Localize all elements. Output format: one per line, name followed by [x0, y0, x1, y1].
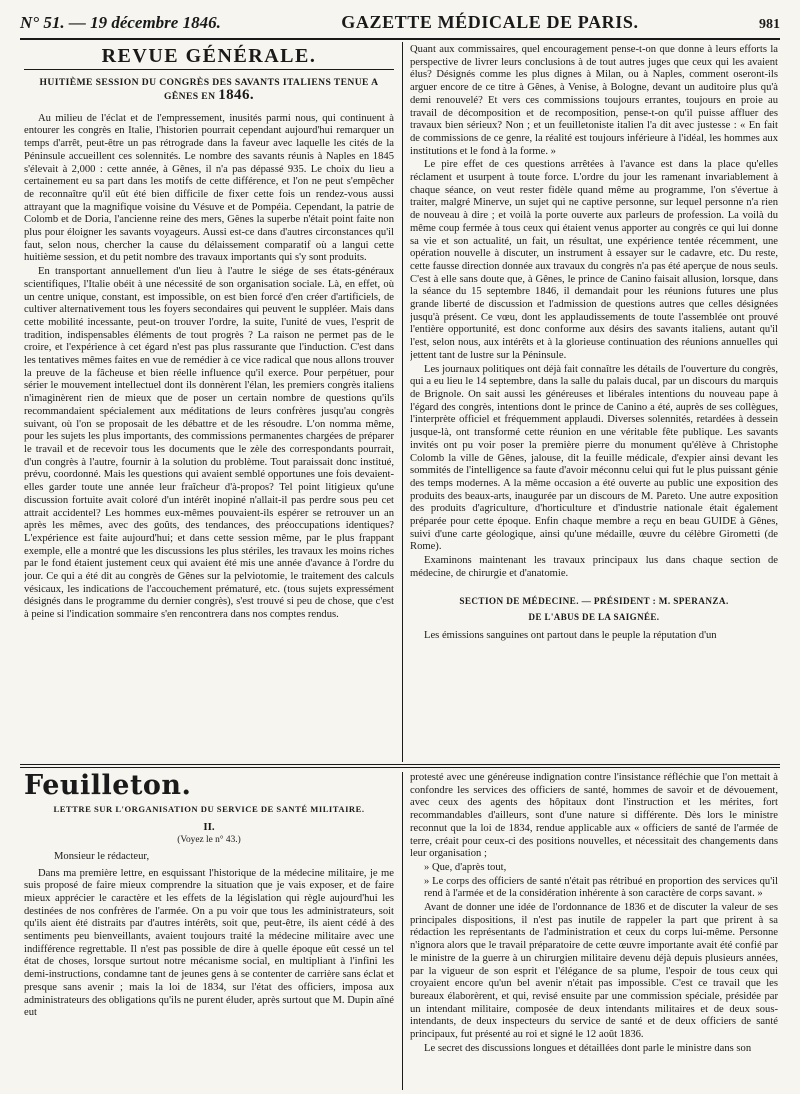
article-subtitle-text: HUITIÈME SESSION DU CONGRÈS DES SAVANTS ITALIENS TENUE A GÊNES EN: [39, 76, 379, 102]
feuilleton-title: Feuilleton.: [24, 772, 192, 801]
top-column-rule: [402, 42, 403, 762]
revue-generale-column: [24, 44, 394, 760]
feuilleton-separator: [20, 764, 780, 765]
paragraph: Le pire effet de ces questions arrêtées à l'avance est dans la place qu'elles réclament et usurpent à toute force. L'ordre du jour les ramenant invariablement à chaque séance, on veut rester fidèle quand même au programme, l'on s'évertue à traiter, malgré Minerve, un sujet qui ne captive personne, sur lequel personne n'a rien de nouveau à dire ; et voilà la porte ouverte aux parleurs de profession. La voilà du même coup fermée à tous ceux qui étaient venus apporter au congrès ce qui lui donne sa vie et son actualité, un fait, un résultat, une expérience tentée récemment, une opération nouvelle à discuter, un instrument à essayer sur le cadavre, etc. Du reste, cette fausse direction donnée aux travaux du congrès n'a pas été aperçue de nous seuls. C'est à elle sans doute que, à Gênes, le prince de Canino faisait allusion, lorsque, dans la séance du 15 septembre 1846, il demandait pour les réunions futures une plus grande liberté de discussion et l'admission de questions autres que celles désignées jusqu'à présent. Ce vœu, dont les applaudissements de toute l'assemblée ont prouvé l'entière opportunité, est donc conforme aux désirs des savants italiens, autant qu'il l'est, selon nous, aux intérêts et à la glorieuse continuation des réunions annuelles qui jettent tant de lustre sur la Péninsule.: [410, 159, 778, 361]
quote-line: » Que, d'après tout,: [424, 861, 507, 873]
salutation: Monsieur le rédacteur,: [54, 850, 150, 862]
paragraph: En transportant annuellement d'un lieu à l'autre le siége de ses états-généraux scientifiques, l'Italie obéit à une nécessité de son organisation sociale. Là, en effet, où un centre unique, constant, est impossible, on est bien forcé d'en créer d'artificiels, de cultiver alternativement tous les foyers secondaires qui peuvent le suppléer. Mais dans cette mobilité incessante, peut-on trouver l'ordre, la suite, l'unité de vues, l'esprit de tradition, indispensables éléments de tout progrès ? La raison ne permet pas de le croire, et l'expérience à cet égard n'est pas plus rassurante que l'induction. C'est dans les tentatives mêmes faites en vue de remédier à ce vice radical que nous allons trouver la preuve de la fâcheuse et bien réelle influence qu'il exerce. Pour perpétuer, pour sérier le mouvement intellectuel dont ils donnèrent l'élan, les premiers congrès italiens n'imaginèrent rien de mieux que de poser un certain nombre de questions qu'ils recommandaient spécialement aux méditations de leurs confrères jusqu'au congrès suivant, où l'on se proposait de les débattre et de les résoudre. L'on nomma même, pour les sujets les plus importants, des commissions permanentes chargées de préparer le travail et de recevoir tous les documents que le zèle des correspondants pourrait, d'un congrès à l'autre, fournir à la solution du problème. Tout paraissait donc institué, prévu, coordonné. Mais les questions qui avaient semblé opportunes une fois devaient-elles garder toute une année leur fraîcheur d'à-propos? Tel point litigieux qu'une discussion fortuite avait coloré d'un intérêt inopiné n'allait-il pas perdre sous peu cet attrait accidentel? Les hommes eux-mêmes pouvaient-ils espérer se retrouver un an après les mêmes, avec des goûts, des tendances, des préoccupations identiques? L'expérience est faite aujourd'hui; et dans cette session même, par le plus frappant exemple, elle a montré que les discussions les plus stériles, les travaux les moins riches par le fond étaient justement ceux qui avaient été mis une année d'avance à l'ordre du jour. Ce qui a été dit au congrès de Gênes sur la pelviotomie, le traitement des calculs vésicaux, les indications de l'accouchement prématuré, etc. (tous sujets expressément désignés dans le programme du dernier congrès), s'est trouvé si peu de chose, que c'est à peine si l'indication sommaire s'en rencontrera dans nos comptes rendus.: [24, 266, 394, 621]
paragraph: Au milieu de l'éclat et de l'empressement, inusités parmi nous, qui continuent à entourer les congrès en Italie, l'historien pourrait cependant aujourd'hui remarquer un temps d'arrêt, peut-être un pas rétrograde dans la faveur avec laquelle les cités de la Péninsule accueillent ces solennités. Le nombre des savants réunis à Naples en 1845 s'élevait à 2,000 : cette année, à Gênes, il n'a pas dépassé 935. Le choix du lieu a certainement eu sa part dans les motifs de cette différence, et l'on ne peut s'empêcher de reconnaître qu'il eût été bien difficile de fixer cette fois un rendez-vous aussi attrayant que la magnifique voisine du Vésuve et de Pompéia. Cependant, la patrie de Colomb et de Doria, l'ancienne reine des mers, Gênes la superbe n'était point faite non plus pour éloigner les savants voyageurs. Aussi est-ce dans d'autres circonstances qu'il faut, selon nous, chercher la cause du délaissement comparatif où a langui cette huitième session, et du petit nombre des travaux importants qui s'y sont produits.: [24, 112, 394, 264]
issue-line: N° 51. — 19 décembre 1846.: [20, 13, 221, 32]
journal-title: GAZETTE MÉDICALE DE PARIS.: [341, 12, 639, 32]
section-title: REVUE GÉNÉRALE.: [24, 50, 394, 70]
article-year: 1846.: [218, 86, 254, 103]
section-heading: SECTION DE MÉDECINE. — PRÉSIDENT : M. SPERANZA.: [459, 595, 729, 606]
paragraph: Les émissions sanguines ont partout dans le peuple la réputation d'un: [424, 629, 717, 641]
paragraph: Avant de donner une idée de l'ordonnance de 1836 et de discuter la valeur de ses principales dispositions, il n'est pas inutile de rappeler la part que prirent à sa rédaction les représentants de l'administration et ceux du corps lui-même. Personne n'ignora alors que le travail préparatoire de cette œuvre importante avait été confié par le ministre de la guerre à un chirurgien militaire devenu déjà depuis plusieurs années, par la vigueur de son esprit et l'élégance de sa plume, l'espoir de tous ceux qui croyaient encore qu'un bel avenir n'était pas impossible. C'est ce travail que les bureaux élaborèrent, et qui, revisé ensuite par une commission spéciale, présidée par un intendant militaire, composée de deux intendants militaires et de deux sous-intendants, de deux inspecteurs du service de santé et de deux officiers de santé principaux, fut présenté au roi et signé le 12 août 1836.: [410, 902, 778, 1041]
congress-column: [410, 44, 778, 760]
paragraph: Examinons maintenant les travaux principaux lus dans chaque section de médecine, de chirurgie et d'anatomie.: [410, 555, 778, 579]
paragraph: Le secret des discussions longues et détaillées dont parle le ministre dans son: [424, 1042, 752, 1054]
letter-part: II.: [203, 821, 215, 834]
article-subtitle: [24, 76, 394, 103]
section-subheading: DE L'ABUS DE LA SAIGNÉE.: [528, 612, 660, 623]
paragraph: Les journaux politiques ont déjà fait connaître les détails de l'ouverture du congrès, qui a eu lieu le 14 septembre, dans la salle du palais ducal, par un discours du marquis de Brignole. On sait aussi les généreuses et libérales intentions du nouveau pape à l'égard des congrès, intentions dont le prince de Canino a été, auprès de ses collègues, l'interprète officiel et fréquemment applaudi. Diverses solennités, retardées à dessein jusque-là, ont transformé cette réunion en une véritable fête publique. Les savants invités ont pu voir poser la première pierre du monument qu'élève à Christophe Colomb la ville de Gênes, jalouse, dit la feuille médicale, d'expier ainsi devant les sommités de l'intelligence sa faute d'avoir méconnu celui qui fut le plus puissant génie des temps modernes. A la même occasion a été ouverte au public une exposition des produits des beaux-arts, inaugurée par un discours de M. Pareto. Une autre exposition des produits d'agriculture, d'horticulture et d'industrie nationale était également préparée pour cette époque. Enfin chaque membre a reçu en beau GUIDE à Gênes, suivi d'une carte géologique, ainsi qu'une médaille, œuvre du célèbre Girometti (de Rome).: [410, 363, 778, 553]
feuilleton-separator-2: [20, 767, 780, 768]
page-number: 981: [759, 17, 780, 32]
feuilleton-right-column: [410, 772, 778, 1090]
masthead: [20, 12, 780, 40]
feuilleton-left-column: [24, 772, 394, 1090]
quote-line: » Le corps des officiers de santé n'était pas rétribué en proportion des services qu'il rend à l'armée et de la considération inhérente à son caractère de corps savant. »: [424, 875, 778, 900]
paragraph: Dans ma première lettre, en esquissant l'historique de la médecine militaire, je me suis proposé de faire mieux comprendre la situation que je vais exposer, et de faire mieux apprécier le caractère et les effets de la législation qui règle aujourd'hui les destinées de nos confrères de l'armée. On a pu voir que tous les administrateurs, soit qu'ils aient été distraits par d'autres intérêts, soit que, peut-être, ils aient cédé à des sentiments peu bienveillants, avaient toujours traité la médecine militaire avec une indifférence regrettable. Il n'est pas possible de dire à quelle époque eût cessé un tel état de choses, lorsque surtout notre mécanisme social, en multipliant à l'infini les demi-instructions, condamne tant de jeunes gens à se contenter de carrière sans éclat et presque sans avenir ; mais la loi de 1834, sur l'état des officiers, imposa aux administrateurs des obligations qu'ils ne purent éluder, après surtout que M. Dupin aîné eut: [24, 867, 394, 1019]
paragraph: Quant aux commissaires, quel encouragement pense-t-on que donne à leurs efforts la perspective de livrer leurs conclusions à de tout autres juges que ceux qui les avaient élus? Désignés comme les plus dignes à Milan, ou à Naples, comment oseront-ils arguer encore de ce titre à Gênes, à Venise, à Bologne, devant un auditoire plus qu'à demi renouvelé? Et vers ces commissions toujours errantes, toujours en proie au travail de décomposition et de recomposition, pense-t-on qu'il puisse affluer des travaux bien sérieux? Non ; et un feuilletoniste italien l'a dit avec justesse : « En fait de commissions de ce genre, la réalité est toujours inférieure à l'idéal, les hommes aux institutions et le fond à la forme. »: [410, 44, 778, 157]
letter-reference: (Voyez le n° 43.): [177, 835, 241, 846]
bottom-column-rule: [402, 772, 403, 1090]
letter-title: LETTRE SUR L'ORGANISATION DU SERVICE DE SANTÉ MILITAIRE.: [53, 803, 365, 814]
paragraph: protesté avec une généreuse indignation contre l'insistance réfléchie que l'on mettait à confondre les services des officiers de santé, hommes de savoir et de dévouement, avec ceux des agents des hôpitaux dont l'instruction et les mérites, fort recommandables d'ailleurs, sont d'une nature si différente. Dès lors le ministre reconnut que la loi de 1834, rendue applicable aux « officiers de santé de l'armée de terre, créait pour ceux-ci des positions nouvelles, et nécessitait des changements dans leur organisation ;: [410, 772, 778, 860]
